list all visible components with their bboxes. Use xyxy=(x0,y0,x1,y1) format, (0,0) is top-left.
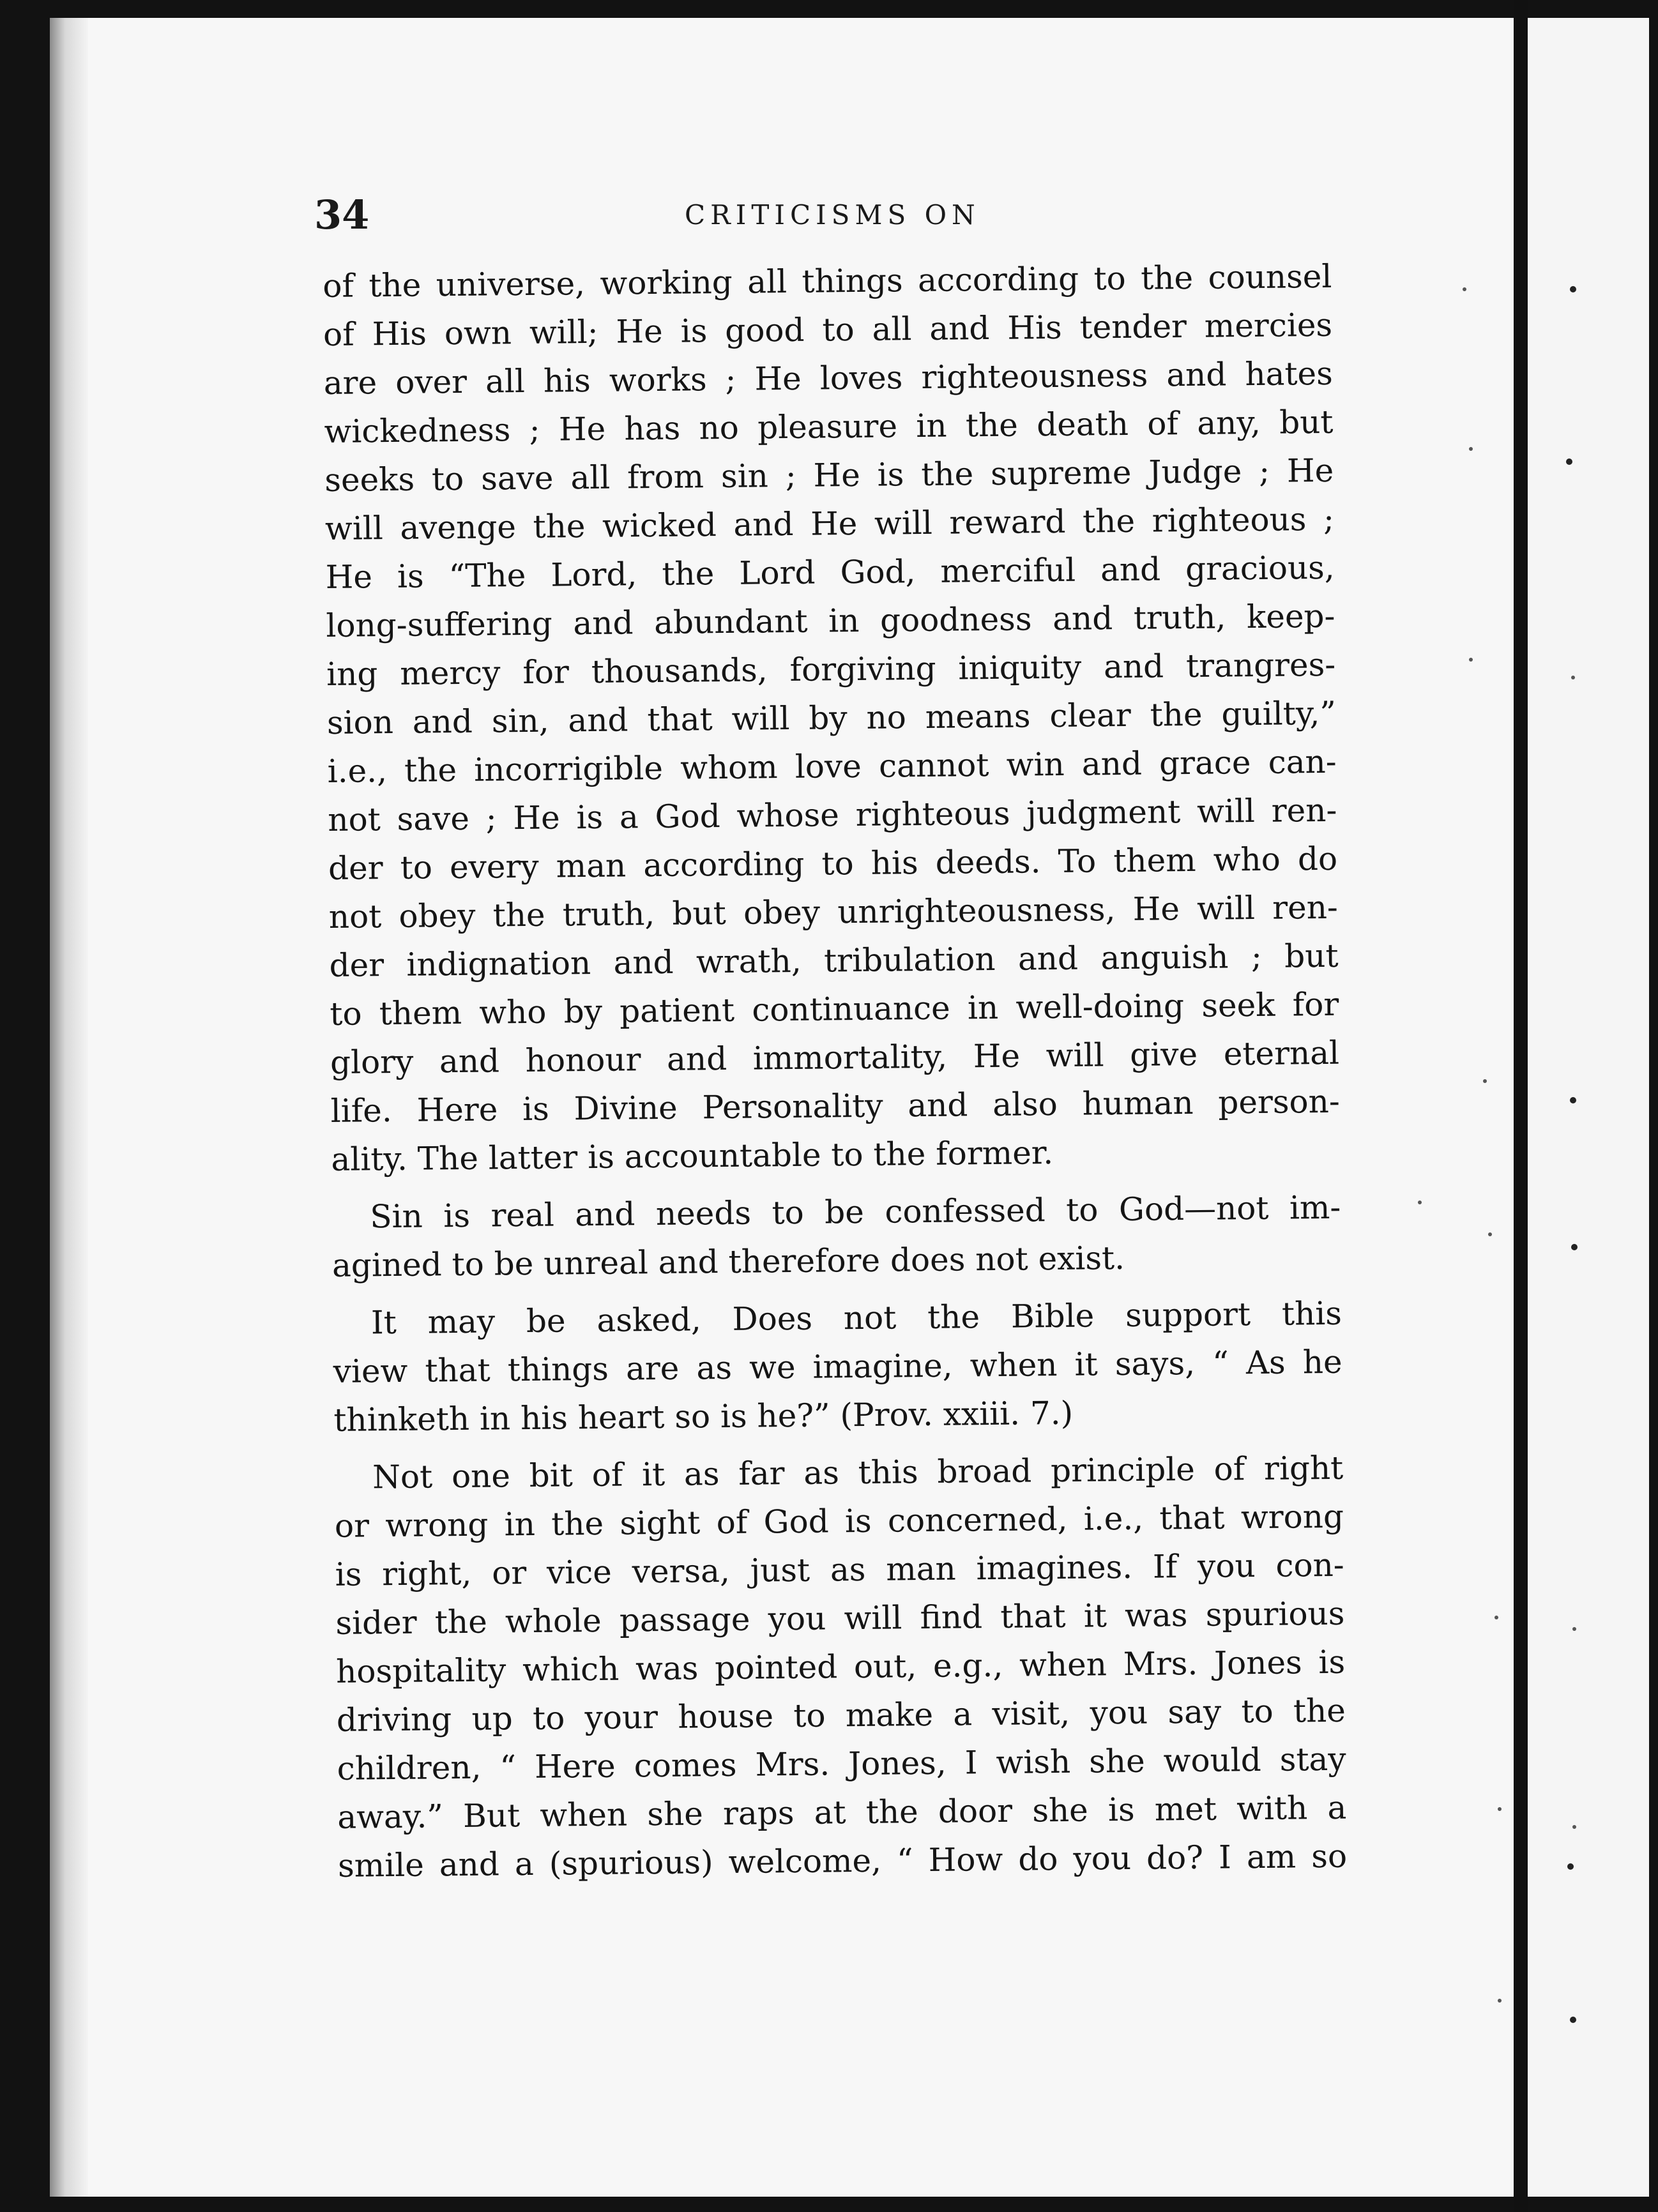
text-line: smile and a (spurious) welcome, “ How do you do? I am so xyxy=(337,1837,1348,1884)
facing-page-mark xyxy=(1570,1097,1576,1103)
text-line: not obey the truth, but obey unrighteousness, He will ren- xyxy=(328,888,1339,936)
facing-page-mark xyxy=(1572,1825,1576,1829)
text-line: away.” But when she raps at the door she is met with a xyxy=(337,1789,1347,1836)
scan-border-bottom xyxy=(0,2197,1658,2212)
page-speck xyxy=(1498,1807,1502,1811)
page-speck xyxy=(1469,447,1473,451)
paragraph xyxy=(333,1289,1343,1444)
page-header-title: CRITICISMS ON xyxy=(685,199,980,231)
scan-border-right xyxy=(1649,0,1658,2212)
page-number: 34 xyxy=(314,192,370,238)
text-line: of the universe, working all things according to the counsel xyxy=(323,257,1332,305)
paragraph xyxy=(323,252,1341,1184)
paragraph xyxy=(331,1183,1341,1290)
text-line: sion and sin, and that will by no means clear the guilty,” xyxy=(326,694,1337,741)
facing-page-mark xyxy=(1566,458,1572,465)
facing-page-mark xyxy=(1571,1244,1578,1250)
facing-page-mark xyxy=(1571,676,1575,679)
scan-border-top xyxy=(0,0,1658,18)
running-head xyxy=(314,192,1362,243)
text-line: thinketh in his heart so is he?” (Prov. xxiii. 7.) xyxy=(333,1394,1074,1439)
page-binding-shadow xyxy=(50,18,88,2197)
text-line: wickedness ; He has no pleasure in the death of any, but xyxy=(324,403,1334,450)
page-speck xyxy=(1488,1232,1492,1236)
body-text xyxy=(323,252,1347,1890)
facing-page-edge xyxy=(1528,18,1649,2197)
page-speck xyxy=(1498,1999,1502,2003)
page-speck xyxy=(1494,1616,1498,1619)
text-line: driving up to your house to make a visit, you say to the xyxy=(336,1692,1346,1739)
text-line: sider the whole passage you will find that it was spurious xyxy=(335,1595,1345,1642)
text-line: ing mercy for thousands, forgiving iniquity and trangres- xyxy=(326,646,1336,693)
text-line: of His own will; He is good to all and His tender mercies xyxy=(323,306,1333,353)
text-line: or wrong in the sight of God is concerned, i.e., that wrong xyxy=(334,1497,1344,1545)
text-line: der indignation and wrath, tribulation and anguish ; but xyxy=(329,937,1339,984)
page-speck xyxy=(1483,1079,1487,1083)
text-line: He is “The Lord, the Lord God, merciful and gracious, xyxy=(325,549,1335,596)
text-line: ality. The latter is accountable to the former. xyxy=(331,1134,1054,1178)
page-speck xyxy=(1418,1201,1422,1204)
facing-page-mark xyxy=(1570,286,1576,292)
text-line: Sin is real and needs to be confessed to God—not im- xyxy=(370,1188,1341,1236)
text-line: view that things are as we imagine, when it says, “ As he xyxy=(333,1343,1342,1390)
text-line: not save ; He is a God whose righteous judgment will ren- xyxy=(328,791,1337,838)
paragraph xyxy=(334,1444,1347,1890)
text-line: life. Here is Divine Personality and also human person- xyxy=(330,1082,1340,1130)
page-gutter xyxy=(1514,0,1528,2212)
text-line: hospitality which was pointed out, e.g., when Mrs. Jones is xyxy=(335,1643,1346,1690)
page-speck xyxy=(1469,658,1473,662)
text-line: agined to be unreal and therefore does not exist. xyxy=(331,1239,1125,1284)
text-line: i.e., the incorrigible whom love cannot win and grace can- xyxy=(327,743,1337,790)
facing-page-mark xyxy=(1572,1627,1576,1631)
text-line: glory and honour and immortality, He will give eternal xyxy=(330,1034,1340,1081)
text-line: to them who by patient continuance in well-doing seek for xyxy=(330,985,1339,1033)
text-line: It may be asked, Does not the Bible support this xyxy=(370,1294,1342,1342)
text-line: der to every man according to his deeds. To them who do xyxy=(328,840,1338,887)
facing-page-mark xyxy=(1570,2017,1576,2023)
text-line: long-suffering and abundant in goodness and truth, keep- xyxy=(326,597,1335,644)
text-line: Not one bit of it as far as this broad principle of right xyxy=(372,1449,1344,1496)
text-line: children, “ Here comes Mrs. Jones, I wish she would stay xyxy=(337,1740,1346,1787)
text-line: seeks to save all from sin ; He is the supreme Judge ; He xyxy=(324,451,1334,499)
text-line: are over all his works ; He loves righteousness and hates xyxy=(323,354,1334,402)
facing-page-mark xyxy=(1567,1863,1574,1870)
scan-border-left xyxy=(0,0,50,2212)
page-speck xyxy=(1463,287,1466,291)
text-line: will avenge the wicked and He will reward the righteous ; xyxy=(324,500,1335,547)
text-line: is right, or vice versa, just as man imagines. If you con- xyxy=(335,1546,1344,1593)
